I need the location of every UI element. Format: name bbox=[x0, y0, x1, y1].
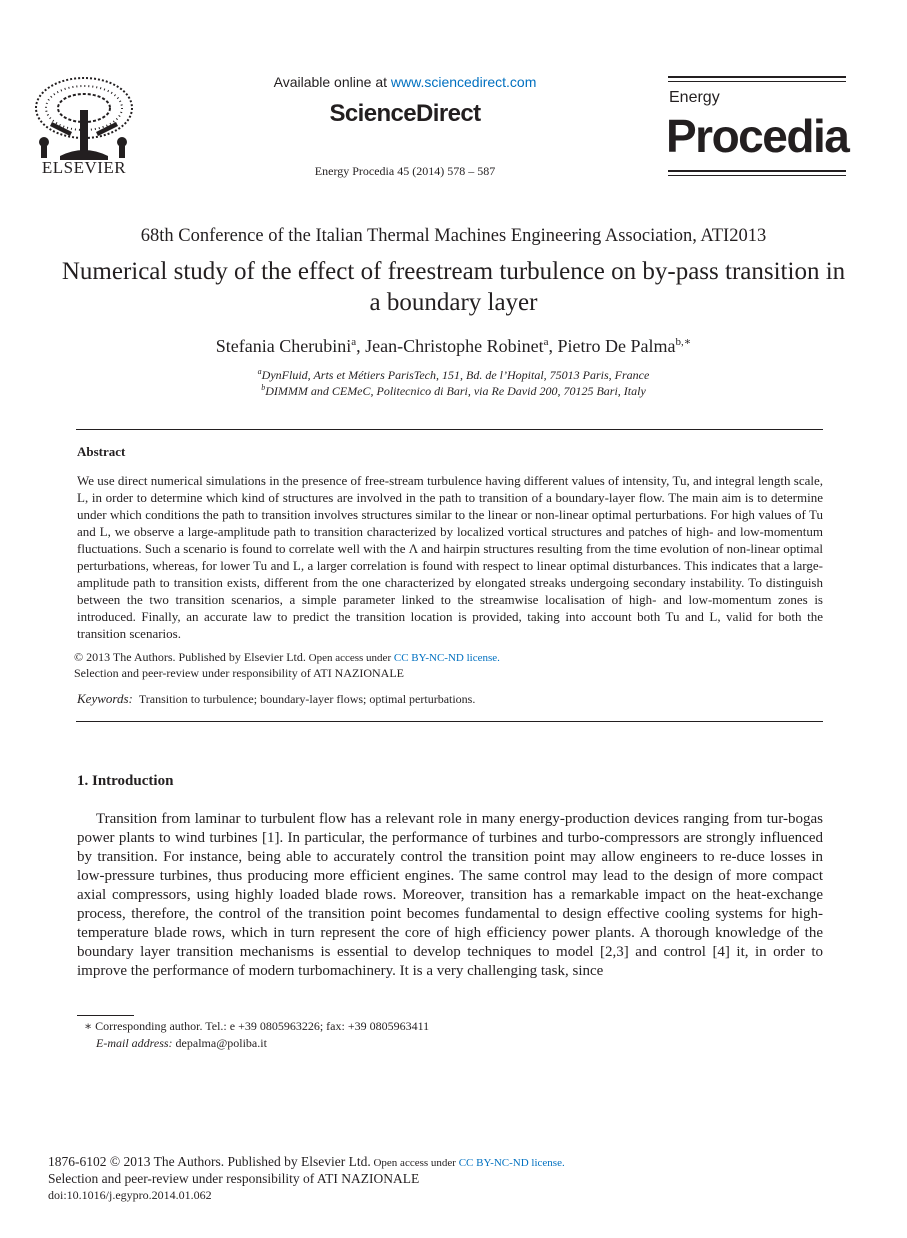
author-separator: , bbox=[548, 336, 558, 356]
open-access-prefix: Open access under bbox=[305, 652, 394, 664]
author-affiliation-mark: a bbox=[543, 336, 549, 348]
email-label: E-mail address: bbox=[96, 1036, 173, 1050]
footer-copyright bbox=[48, 1154, 565, 1170]
affiliation-text: DynFluid, Arts et Métiers ParisTech, 151, Bd. de l’Hopital, 75013 Paris, France bbox=[261, 368, 650, 382]
affiliation-mark: b bbox=[261, 383, 266, 392]
license-link[interactable]: CC BY-NC-ND license. bbox=[458, 1157, 565, 1169]
journal-logo-top: Energy bbox=[669, 89, 720, 106]
abstract-top-rule bbox=[76, 429, 823, 430]
abstract-bottom-rule bbox=[76, 721, 823, 722]
author-name: Pietro De Palma bbox=[557, 336, 676, 356]
corresponding-author-note: ∗ Corresponding author. Tel.: e +39 0805963226; fax: +39 0805963411 bbox=[84, 1019, 430, 1033]
author-name: Stefania Cherubini bbox=[215, 336, 352, 356]
journal-logo-rule bbox=[668, 170, 846, 172]
license-link[interactable]: CC BY-NC-ND license. bbox=[393, 652, 500, 664]
copyright-text: © 2013 The Authors. Published by Elsevier Ltd. bbox=[74, 650, 306, 664]
section-heading: 1. Introduction bbox=[77, 773, 174, 789]
email-note bbox=[96, 1036, 267, 1051]
author-list bbox=[0, 335, 907, 357]
journal-reference: Energy Procedia 45 (2014) 578 – 587 bbox=[314, 164, 496, 178]
sciencedirect-link[interactable]: www.sciencedirect.com bbox=[390, 74, 537, 90]
publisher-wordmark: ELSEVIER bbox=[41, 158, 127, 177]
email-address[interactable]: depalma@poliba.it bbox=[172, 1036, 267, 1050]
author-name: Jean-Christophe Robinet bbox=[365, 336, 544, 356]
keywords-text: Transition to turbulence; boundary-layer flows; optimal perturbations. bbox=[138, 692, 476, 706]
affiliation-mark: a bbox=[257, 367, 262, 376]
open-access-prefix: Open access under bbox=[370, 1157, 459, 1169]
affiliation-text: DIMMM and CEMeC, Politecnico di Bari, via Re David 200, 70125 Bari, Italy bbox=[265, 384, 646, 398]
introduction-body: Transition from laminar to turbulent flow has a relevant role in many energy-production devices ranging from tur-bogas power plants to wind turbines [1]. In particular, the performance of turbines and turbo-compressors are strongly influenced by transition. For instance, being able to accurately control the transition point may allow engineers to re-duce losses in low-pressure turbines, thus producing more efficient engines. The same control may lead to the design of more compact axial compressors, using highly loaded blade rows. Moreover, transition has a remarkable impact on the heat-exchange process, therefore, the control of the transition point becomes fundamental to design effective cooling systems for high-temperature blade rows, which in turn represent the core of high efficiency power plants. A thorough knowledge of the boundary layer transition mechanisms is essential to develop techniques to model [2,3] and control [4] it, in order to improve the performance of modern turbomachinery. It is a very challenging task, since bbox=[77, 811, 823, 979]
copyright-line bbox=[74, 650, 500, 665]
affiliation bbox=[0, 367, 907, 383]
keywords-line bbox=[77, 691, 475, 707]
available-prefix: Available online at bbox=[273, 74, 391, 90]
footer-peer-review: Selection and peer-review under responsibility of ATI NAZIONALE bbox=[48, 1171, 420, 1186]
author-separator: , bbox=[356, 336, 366, 356]
keywords-label: Keywords: bbox=[77, 691, 133, 706]
doi[interactable]: doi:10.1016/j.egypro.2014.01.062 bbox=[48, 1188, 212, 1202]
author-affiliation-mark: a bbox=[351, 336, 357, 348]
article-title: Numerical study of the effect of freestream turbulence on by-pass transition in a boundary layer bbox=[61, 258, 846, 316]
abstract-body: We use direct numerical simulations in the presence of free-stream turbulence having different values of intensity, Tu, and integral length scale, L, in order to determine which kind of structures are involved in the path to transition of a boundary-layer flow. The main aim is to determine under which conditions the path to transition involves structures similar to the linear or non-linear optimal perturbations. For high values of Tu and L, we observe a large-amplitude path to transition characterized by localized vortical structures and patches of high- and low-momentum fluctuations. Such a scenario is found to correlate well with the Λ and hairpin structures resulting from the time evolution of non-linear optimal perturbations, whereas, for lower Tu and L, a larger correlation is found with respect to linear optimal disturbances. This indicates that a large-amplitude path to transition exists, different from the one characterized by elongated streaks undergoing secondary instability. To distinguish between the two transition scenarios, a simple parameter linked to the streamwise localisation of high- and low-momentum zones is introduced. Finally, an accurate law to predict the transition location is provided, taking into account both Tu and L, valid for both the transition scenarios. bbox=[77, 473, 823, 641]
abstract-heading: Abstract bbox=[77, 444, 126, 459]
platform-brand: ScienceDirect bbox=[329, 100, 481, 127]
author-affiliation-mark: b,∗ bbox=[675, 336, 692, 348]
affiliation bbox=[0, 383, 907, 399]
available-online-line bbox=[250, 74, 560, 90]
peer-review-line: Selection and peer-review under responsibility of ATI NAZIONALE bbox=[74, 666, 404, 680]
journal-logo-rule bbox=[668, 81, 846, 82]
journal-logo-rule bbox=[668, 175, 846, 176]
journal-logo-main: Procedia bbox=[666, 110, 849, 162]
conference-name: 68th Conference of the Italian Thermal Machines Engineering Association, ATI2013 bbox=[140, 226, 767, 246]
issn-copyright: 1876-6102 © 2013 The Authors. Published by Elsevier Ltd. bbox=[48, 1154, 371, 1169]
journal-logo-rule bbox=[668, 76, 846, 78]
footnote-rule bbox=[77, 1015, 134, 1016]
